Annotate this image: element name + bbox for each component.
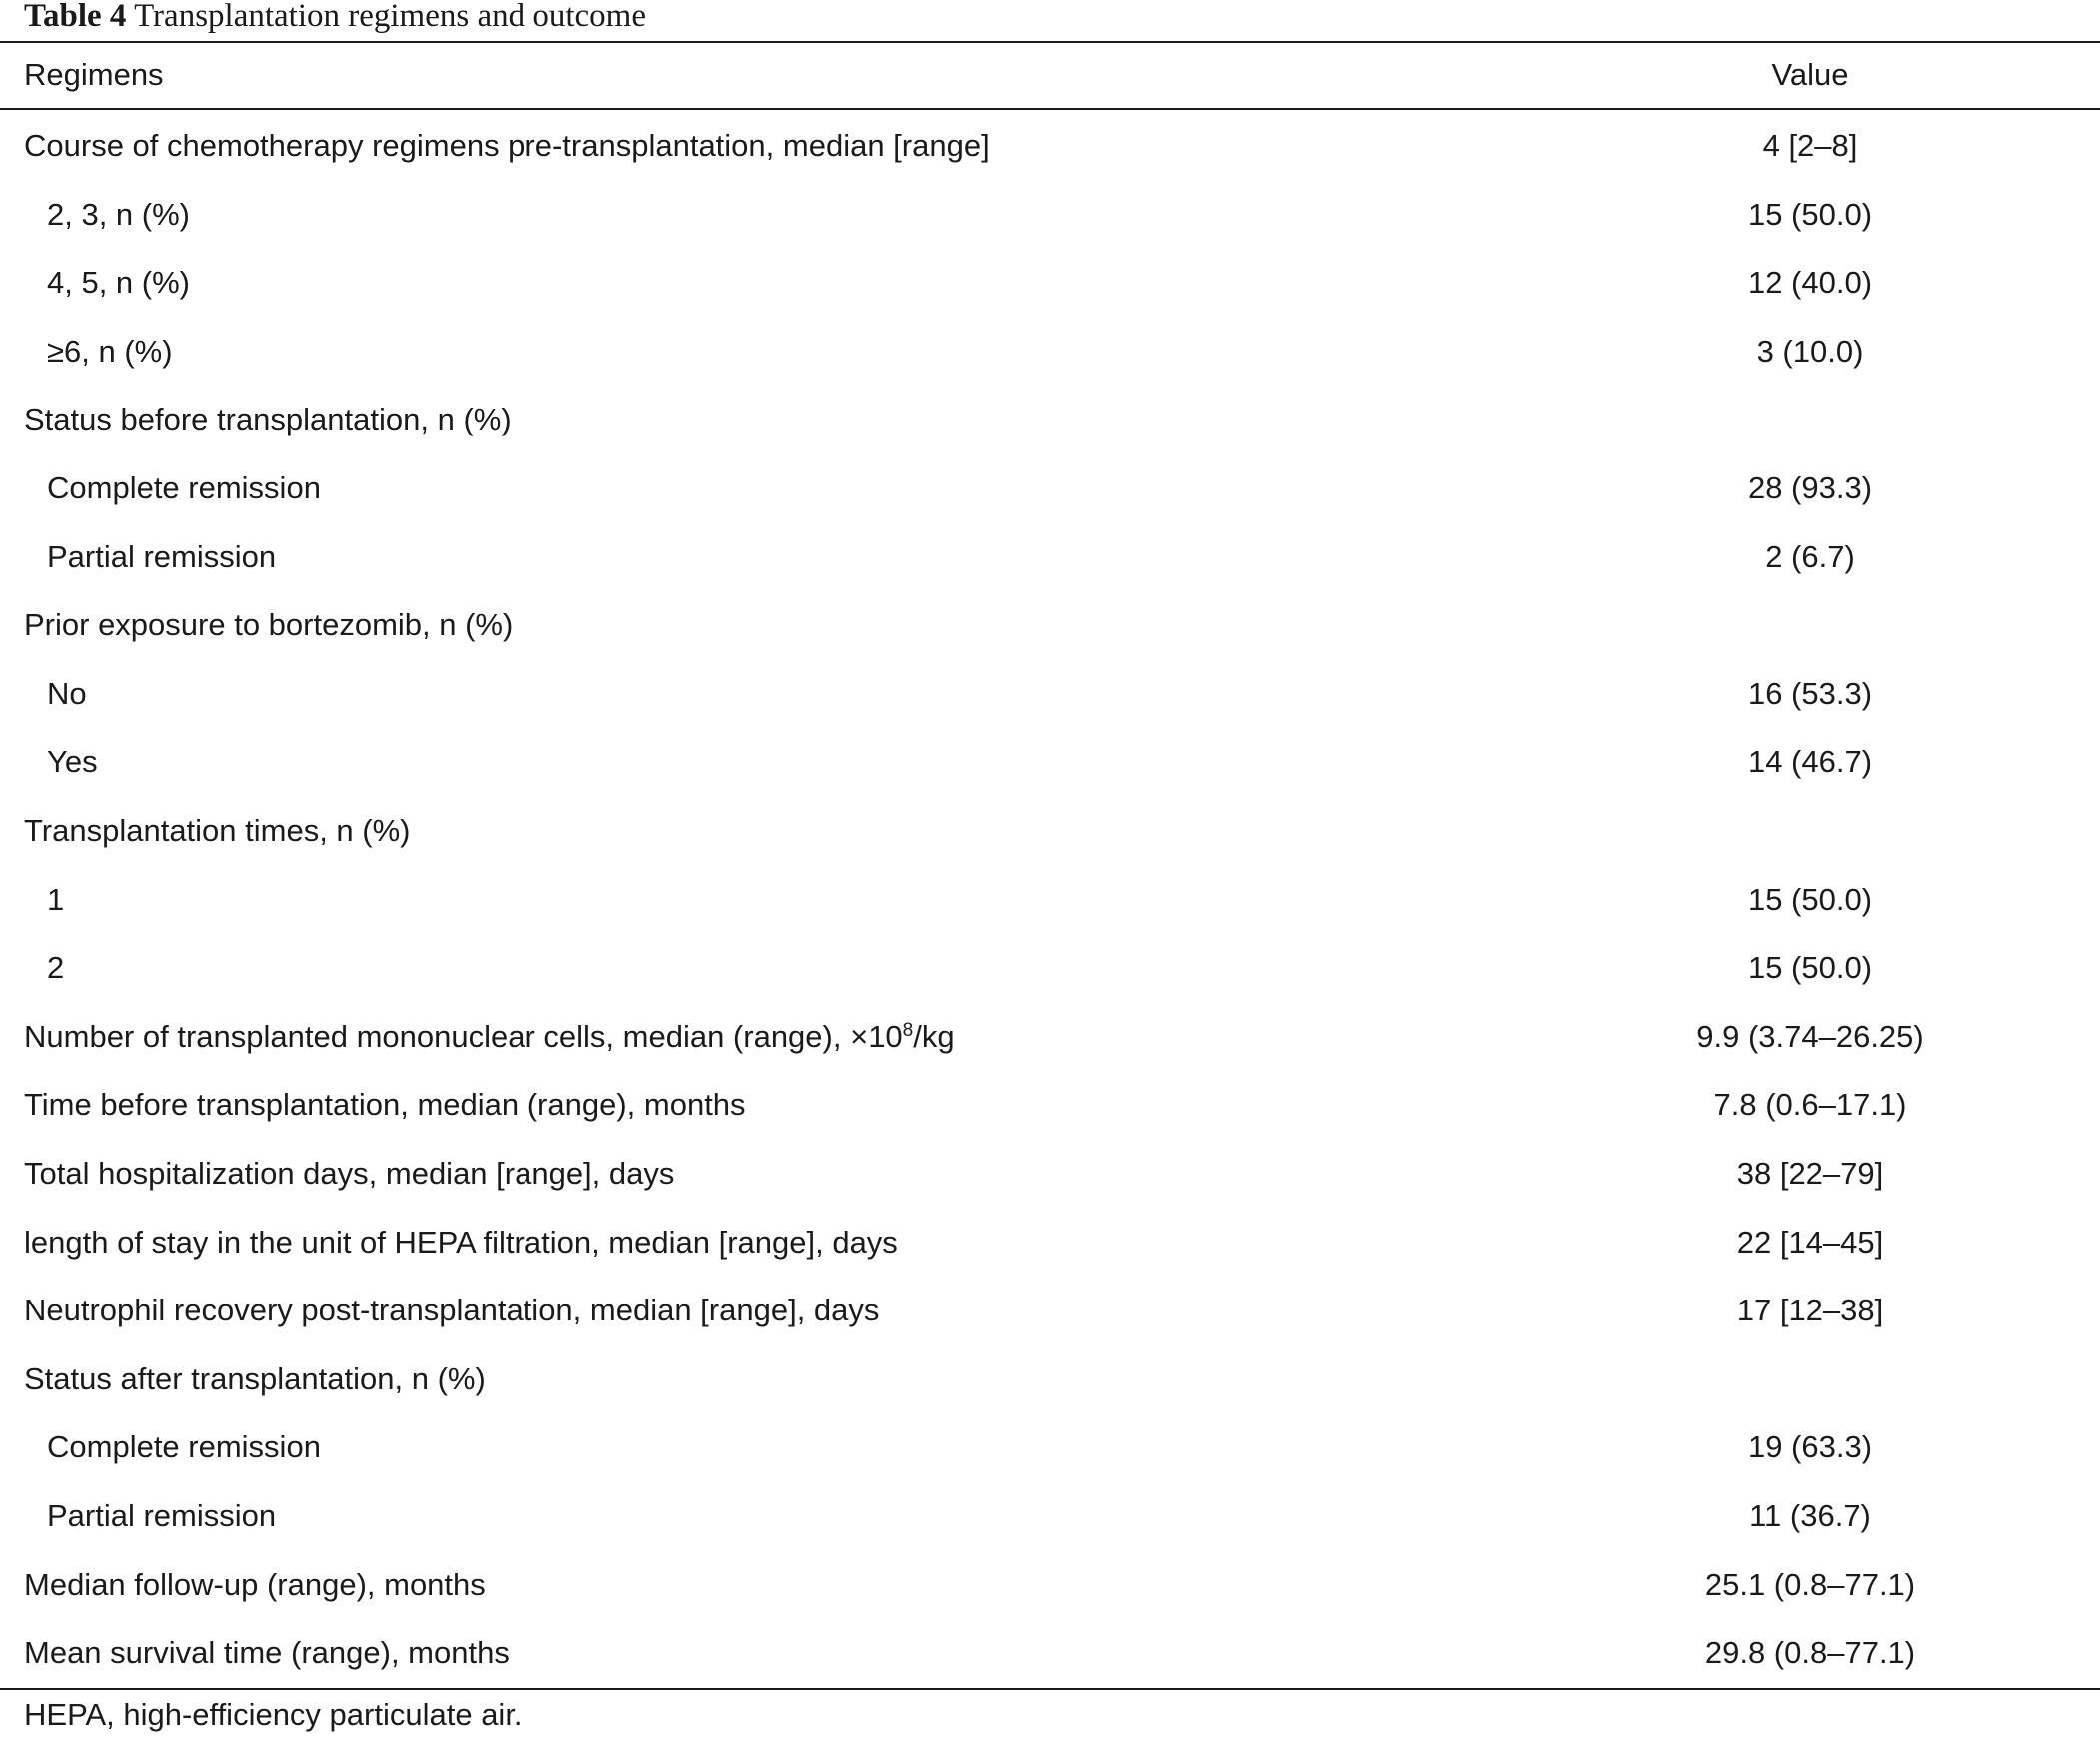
row-label-text: 2, 3, n (%) bbox=[47, 197, 190, 232]
row-label bbox=[47, 1481, 276, 1550]
row-label-text: Median follow-up (range), months bbox=[24, 1567, 486, 1602]
row-label-text: Status before transplantation, n (%) bbox=[24, 402, 512, 436]
row-label bbox=[24, 1276, 879, 1344]
table-row bbox=[0, 1550, 2100, 1619]
row-value: 25.1 (0.8–77.1) bbox=[1704, 1567, 1916, 1602]
row-value: 38 [22–79] bbox=[1736, 1156, 1884, 1191]
row-label bbox=[24, 1070, 746, 1139]
row-value: 12 (40.0) bbox=[1747, 265, 1873, 300]
table-row bbox=[0, 385, 2100, 453]
row-value: 2 (6.7) bbox=[1765, 539, 1855, 574]
row-value: 3 (10.0) bbox=[1756, 334, 1864, 369]
row-label-text: Partial remission bbox=[47, 539, 277, 574]
table-footnote: HEPA, high-efficiency particulate air. bbox=[24, 1697, 523, 1732]
row-label-text: Course of chemotherapy regimens pre-transplantation, median [range] bbox=[24, 128, 990, 163]
row-label bbox=[24, 590, 513, 659]
row-value bbox=[1609, 796, 2011, 865]
row-label-text: Time before transplantation, median (range), months bbox=[24, 1087, 746, 1122]
row-value: 15 (50.0) bbox=[1747, 882, 1873, 917]
row-label bbox=[24, 385, 512, 453]
row-label bbox=[47, 522, 276, 591]
table-row bbox=[0, 1276, 2100, 1344]
row-label-text: Complete remission bbox=[47, 1429, 321, 1464]
row-label-text: No bbox=[47, 676, 87, 711]
row-label bbox=[24, 1139, 674, 1208]
row-label-text: Complete remission bbox=[47, 470, 321, 505]
row-label bbox=[24, 1344, 486, 1413]
row-label-text: ≥6, n (%) bbox=[47, 334, 173, 369]
row-value: 16 (53.3) bbox=[1747, 676, 1873, 711]
row-label-text: 1 bbox=[47, 882, 65, 917]
row-label bbox=[24, 1618, 510, 1687]
row-label bbox=[47, 865, 64, 934]
table-number: Table 4 bbox=[24, 0, 127, 34]
row-label bbox=[47, 1412, 321, 1481]
table-row bbox=[0, 1481, 2100, 1550]
table-row bbox=[0, 111, 2100, 180]
table-row bbox=[0, 1139, 2100, 1208]
table-header-rule bbox=[0, 108, 2100, 110]
row-label bbox=[24, 1550, 486, 1619]
row-value: 22 [14–45] bbox=[1736, 1225, 1884, 1260]
row-value bbox=[1609, 1344, 2011, 1413]
header-value: Value bbox=[1771, 57, 1849, 92]
row-label bbox=[47, 933, 64, 1002]
row-value: 15 (50.0) bbox=[1747, 197, 1873, 232]
row-label-superscript: 8 bbox=[902, 1020, 914, 1041]
row-label-text: Total hospitalization days, median [range], days bbox=[24, 1156, 675, 1191]
row-label-text: Mean survival time (range), months bbox=[24, 1635, 510, 1670]
row-value: 11 (36.7) bbox=[1749, 1498, 1871, 1533]
row-label bbox=[47, 317, 173, 386]
row-label-suffix: /kg bbox=[913, 1019, 955, 1054]
row-value: 14 (46.7) bbox=[1747, 744, 1873, 779]
row-value: 7.8 (0.6–17.1) bbox=[1713, 1087, 1907, 1122]
row-label-text: Yes bbox=[47, 744, 98, 779]
row-value: 28 (93.3) bbox=[1747, 470, 1873, 505]
row-label-text: Neutrophil recovery post-transplantation, median [range], days bbox=[24, 1293, 880, 1327]
row-label bbox=[47, 453, 321, 522]
row-value: 15 (50.0) bbox=[1747, 950, 1873, 985]
table-title: Transplantation regimens and outcome bbox=[134, 0, 646, 34]
row-label-text: length of stay in the unit of HEPA filtration, median [range], days bbox=[24, 1225, 898, 1260]
table-row bbox=[0, 248, 2100, 317]
row-value: 29.8 (0.8–77.1) bbox=[1704, 1635, 1916, 1670]
table-row bbox=[0, 933, 2100, 1002]
table-row bbox=[0, 796, 2100, 865]
row-label-text: Partial remission bbox=[47, 1498, 277, 1533]
row-value: 19 (63.3) bbox=[1747, 1429, 1873, 1464]
table-row bbox=[0, 522, 2100, 591]
row-label-text: Transplantation times, n (%) bbox=[24, 813, 411, 848]
row-label bbox=[24, 1208, 898, 1277]
row-value: 17 [12–38] bbox=[1736, 1293, 1884, 1327]
table-row bbox=[0, 865, 2100, 934]
table-row bbox=[0, 317, 2100, 386]
row-label bbox=[47, 180, 190, 249]
row-label bbox=[24, 111, 990, 180]
table-row bbox=[0, 180, 2100, 249]
table-row bbox=[0, 727, 2100, 796]
table-row bbox=[0, 1002, 2100, 1071]
row-label-text: Number of transplanted mononuclear cells, median (range), ×10 bbox=[24, 1019, 903, 1054]
table-row bbox=[0, 659, 2100, 728]
row-value bbox=[1609, 590, 2011, 659]
row-label bbox=[47, 727, 98, 796]
row-value: 9.9 (3.74–26.25) bbox=[1696, 1019, 1924, 1054]
table-caption bbox=[24, 0, 646, 36]
row-label bbox=[24, 796, 411, 865]
table-row bbox=[0, 1344, 2100, 1413]
header-regimens: Regimens bbox=[24, 57, 164, 92]
table-row bbox=[0, 590, 2100, 659]
table-row bbox=[0, 453, 2100, 522]
table-top-rule bbox=[0, 41, 2100, 43]
row-value: 4 [2–8] bbox=[1762, 128, 1858, 163]
row-label-text: 4, 5, n (%) bbox=[47, 265, 190, 300]
row-label-text: Prior exposure to bortezomib, n (%) bbox=[24, 607, 514, 642]
row-label bbox=[47, 659, 87, 728]
table-row bbox=[0, 1412, 2100, 1481]
table-bottom-rule bbox=[0, 1688, 2100, 1690]
row-label bbox=[47, 248, 190, 317]
row-label bbox=[24, 1002, 955, 1071]
row-label-text: Status after transplantation, n (%) bbox=[24, 1361, 486, 1396]
table-row bbox=[0, 1070, 2100, 1139]
table-row bbox=[0, 1208, 2100, 1277]
table-header bbox=[0, 44, 2100, 106]
row-value bbox=[1609, 385, 2011, 453]
row-label-text: 2 bbox=[47, 950, 65, 985]
table-row bbox=[0, 1618, 2100, 1687]
